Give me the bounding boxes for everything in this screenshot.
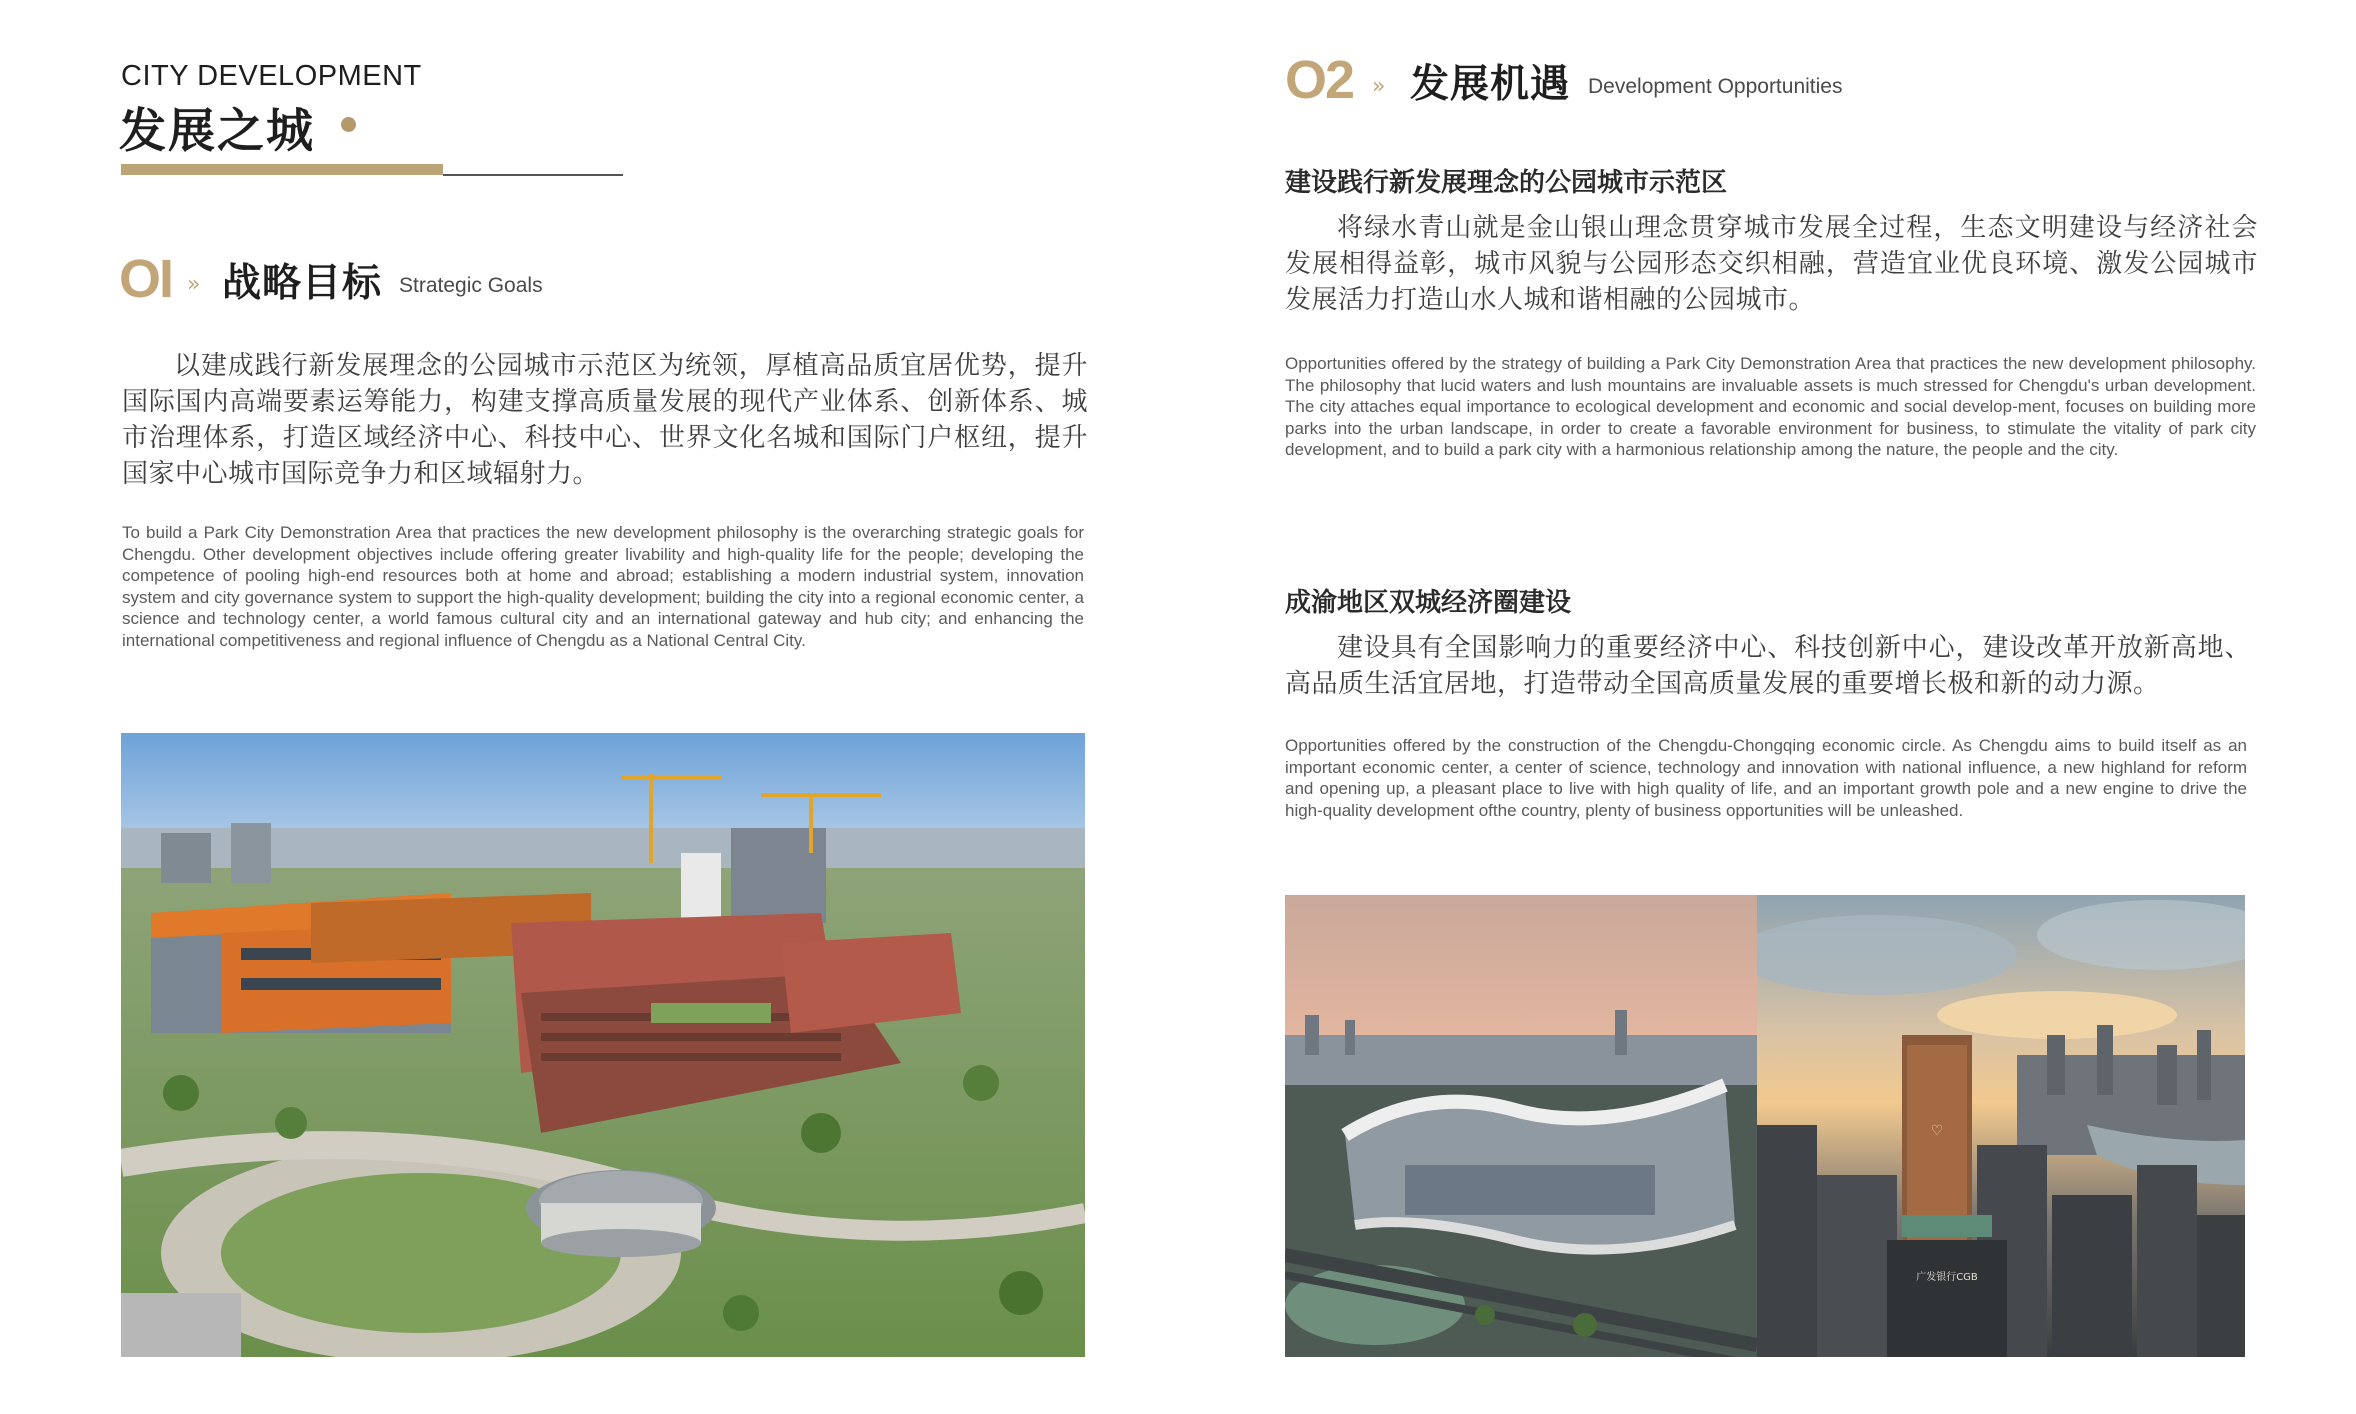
opportunity-heading-2: 成渝地区双城经济圈建设 bbox=[1285, 588, 1572, 618]
bank-sign-text: 广发银行CGB bbox=[1916, 1272, 1978, 1283]
header-underline-line bbox=[443, 174, 623, 176]
section-number-1: OI bbox=[119, 249, 173, 309]
section-title-cn-2: 发展机遇 bbox=[1410, 62, 1571, 107]
strategic-goals-body-en: To build a Park City Demonstration Area that practices the new development philosophy is the overarching strategic goals for Chengdu. Other development objectives include offering greater livability and high-quality life for the people; developing the competence of pooling high-end resources both at home and abroad; establishing a modern industrial system, innovation system and city governance system to support the high-quality development; building the city into a regional economic center, a science and technology center, a world famous cultural city and an international gateway and hub city; and enhancing the international competitiveness and regional influence of Chengdu as a National Central City. bbox=[122, 523, 1084, 650]
header-cn-title: 发展之城 bbox=[119, 104, 315, 159]
opportunity-heading-1: 建设践行新发展理念的公园城市示范区 bbox=[1285, 168, 1728, 198]
strategic-goals-body-cn: 以建成践行新发展理念的公园城市示范区为统领，厚植高品质宜居优势，提升国际国内高端要素运筹能力，构建支撑高质量发展的现代产业体系、创新体系、城市治理体系，打造区域经济中心、科技中心、世界文化名城和国际门户枢纽，提升国家中心城市国际竞争力和区域辐射力。 bbox=[122, 351, 1088, 489]
section-arrow-2: » bbox=[1372, 74, 1386, 99]
header-en-title: CITY DEVELOPMENT bbox=[121, 60, 422, 92]
svg-text:♡: ♡ bbox=[1930, 1123, 1944, 1139]
section-title-en-2: Development Opportunities bbox=[1588, 75, 1843, 98]
decorative-dot bbox=[341, 117, 356, 132]
opportunity-body-en-2: Opportunities offered by the construction of the Chengdu-Chongqing economic circle. As Chengdu aims to build itself as an important economic center, a center of science, technology and innovation with national influence, a new highland for reform and opening up, a pleasant place to live with high quality of life, and an important growth pole and a new engine to drive the high-quality development ofthe country, plenty of business opportunities will be unleashed. bbox=[1285, 736, 2247, 820]
opportunity-body-cn-1: 将绿水青山就是金山银山理念贯穿城市发展全过程，生态文明建设与经济社会发展相得益彰，城市风貌与公园形态交织相融，营造宜业优良环境、激发公园城市发展活力打造山水人城和谐相融的公园城市。 bbox=[1285, 213, 2258, 315]
header-underline-bar bbox=[121, 164, 443, 175]
century-city-aerial-photo bbox=[1285, 895, 1757, 1357]
chongqing-skyline-photo bbox=[1757, 895, 2245, 1357]
opportunity-body-en-1: Opportunities offered by the strategy of building a Park City Demonstration Area that practices the new development philosophy. The philosophy that lucid waters and lush mountains are invaluable assets is much stressed for Chengdu's urban development. The city attaches equal importance to ecological development and economic and social develop-ment, focuses on building more parks into the urban landscape, in order to create a favorable environment for business, to stimulate the vitality of park city development, and to build a park city with a harmonious relationship among the nature, the people and the city. bbox=[1285, 354, 2256, 459]
section-title-cn-1: 战略目标 bbox=[222, 261, 383, 306]
campus-aerial-photo bbox=[121, 733, 1085, 1357]
section-number-2: O2 bbox=[1285, 50, 1354, 110]
section-title-en-1: Strategic Goals bbox=[399, 274, 543, 297]
section-arrow-1: » bbox=[187, 272, 201, 297]
opportunity-body-cn-2: 建设具有全国影响力的重要经济中心、科技创新中心，建设改革开放新高地、高品质生活宜居地，打造带动全国高质量发展的重要增长极和新的动力源。 bbox=[1285, 633, 2251, 699]
